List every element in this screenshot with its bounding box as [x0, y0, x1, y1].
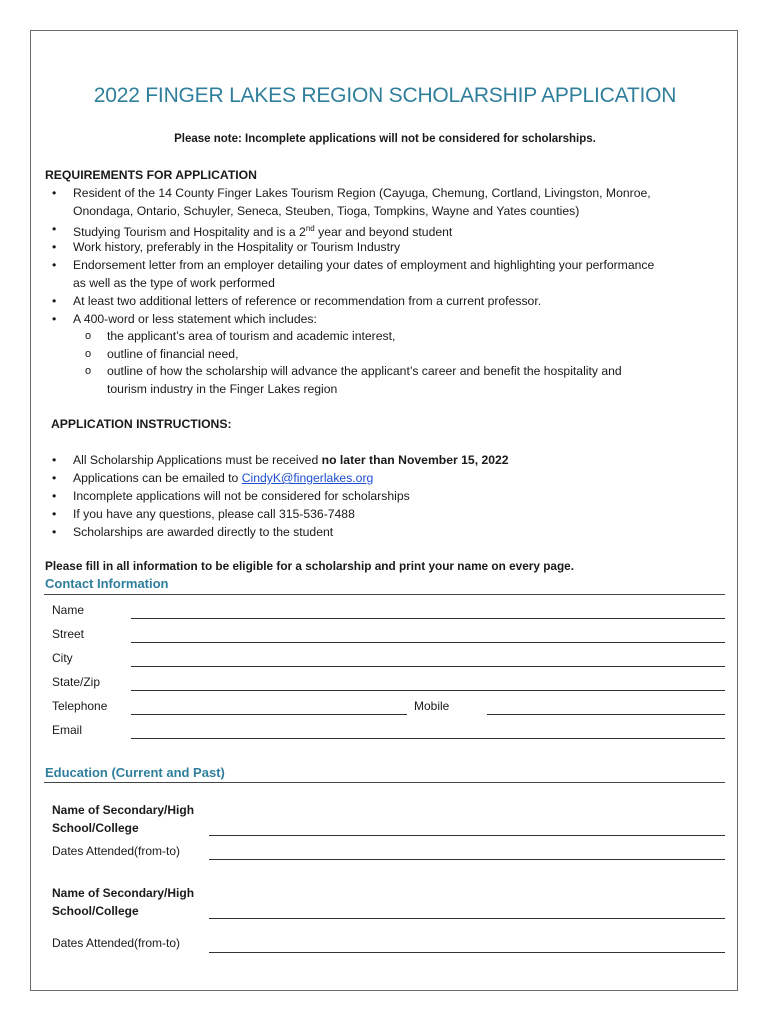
requirement-text: year and beyond student	[314, 225, 453, 240]
requirement-text: tourism industry in the Finger Lakes region	[107, 382, 338, 396]
name-label: Name	[52, 603, 85, 617]
street-label: Street	[52, 627, 85, 641]
school-label-line: School/College	[52, 904, 139, 918]
school-name-field[interactable]	[209, 835, 725, 836]
instruction-item	[73, 451, 509, 469]
fill-instructions: Please fill in all information to be eligible for a scholarship and print your name on every page.	[45, 559, 575, 573]
requirement-text: Endorsement letter from an employer detailing your dates of employment and highlighting your performance	[73, 258, 655, 272]
state-zip-field[interactable]	[131, 690, 725, 691]
requirement-item: • Work history, preferably in the Hospitality or Tourism Industry	[73, 238, 400, 256]
page-title: 2022 FINGER LAKES REGION SCHOLARSHIP APPLICATION	[93, 84, 677, 107]
school-name-label	[52, 884, 194, 920]
section-divider	[44, 782, 725, 783]
dates-attended-field[interactable]	[209, 952, 725, 953]
education-section-title: Education (Current and Past)	[45, 765, 225, 780]
incomplete-note: Please note: Incomplete applications will not be considered for scholarships.	[174, 133, 596, 145]
requirement-item: • At least two additional letters of reference or recommendation from a current professor.	[73, 292, 541, 310]
instruction-item	[73, 469, 373, 487]
instruction-item: • Incomplete applications will not be considered for scholarships	[73, 487, 410, 505]
dates-attended-field[interactable]	[209, 859, 725, 860]
ordinal-suffix: nd	[305, 224, 315, 233]
email-link[interactable]: CindyK@fingerlakes.org	[241, 471, 374, 485]
state-zip-label: State/Zip	[52, 675, 101, 689]
telephone-field[interactable]	[131, 714, 407, 715]
dates-attended-label: Dates Attended(from-to)	[52, 936, 181, 950]
instruction-text: Applications can be emailed to	[73, 471, 242, 485]
requirement-subitem: o the applicant’s area of tourism and academic interest,	[107, 327, 395, 345]
requirement-text: Resident of the 14 County Finger Lakes Tourism Region (Cayuga, Chemung, Cortland, Livingston, Monroe,	[73, 186, 651, 200]
school-label-line: Name of Secondary/High	[52, 803, 195, 817]
requirement-item	[73, 184, 651, 220]
street-field[interactable]	[131, 642, 725, 643]
school-name-field[interactable]	[209, 918, 725, 919]
deadline-text: no later than November 15, 2022	[321, 453, 509, 467]
requirement-item	[73, 256, 654, 292]
requirement-item: • A 400-word or less statement which includes:	[73, 310, 317, 328]
requirement-text: Studying Tourism and Hospitality and is a 2	[73, 225, 306, 240]
requirement-text: as well as the type of work performed	[73, 276, 275, 290]
school-label-line: Name of Secondary/High	[52, 886, 195, 900]
city-field[interactable]	[131, 666, 725, 667]
requirement-text: Onondaga, Ontario, Schuyler, Seneca, Steuben, Tioga, Tompkins, Wayne and Yates counties)	[73, 204, 580, 218]
requirement-subitem: o outline of financial need,	[107, 345, 238, 363]
requirement-text: outline of how the scholarship will advance the applicant’s career and benefit the hospitality and	[107, 364, 622, 378]
instruction-text: All Scholarship Applications must be received	[73, 453, 322, 467]
school-label-line: School/College	[52, 821, 139, 835]
mobile-label: Mobile	[414, 699, 450, 713]
city-label: City	[52, 651, 73, 665]
telephone-label: Telephone	[52, 699, 108, 713]
mobile-field[interactable]	[487, 714, 725, 715]
email-field[interactable]	[131, 738, 725, 739]
contact-section-title: Contact Information	[45, 576, 169, 591]
name-field[interactable]	[131, 618, 725, 619]
school-name-label	[52, 801, 194, 837]
dates-attended-label: Dates Attended(from-to)	[52, 844, 181, 858]
section-divider	[44, 594, 725, 595]
requirements-heading: REQUIREMENTS FOR APPLICATION	[45, 168, 257, 182]
instruction-item: • Scholarships are awarded directly to the student	[73, 523, 333, 541]
instructions-heading: APPLICATION INSTRUCTIONS:	[51, 417, 232, 431]
instruction-item: • If you have any questions, please call 315-536-7488	[73, 505, 355, 523]
requirement-subitem	[107, 362, 622, 398]
email-label: Email	[52, 723, 83, 737]
